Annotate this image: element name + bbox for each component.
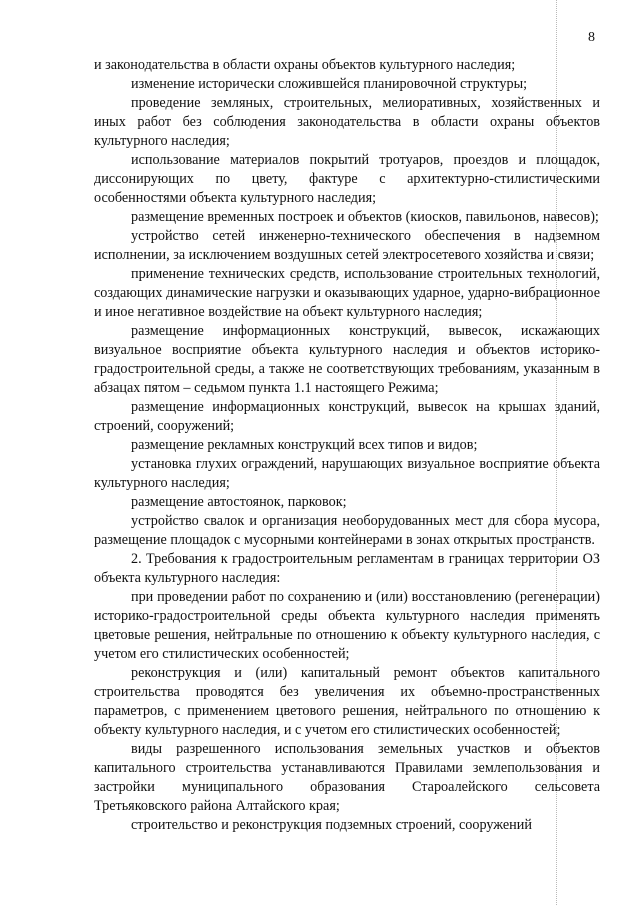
paragraph: проведение земляных, строительных, мелиоративных, хозяйственных и иных работ без соблюдения законодательства в области охраны объектов культурного наследия; <box>94 95 600 149</box>
paragraph: 2. Требования к градостроительным регламентам в границах территории ОЗ объекта культурного наследия: <box>94 551 600 586</box>
paragraph: виды разрешенного использования земельных участков и объектов капитального строительства устанавливаются Правилами землепользования и застройки муниципального образования Староалейского сельсовета Третьяковского района Алтайского края; <box>94 741 600 814</box>
paragraph: реконструкция и (или) капитальный ремонт объектов капитального строительства проводятся без увеличения их объемно-пространственных параметров, с применением цветового решения, нейтрального по отношению к объекту культурного наследия, и с учетом его стилистических особенностей; <box>94 665 600 738</box>
paragraph: применение технических средств, использование строительных технологий, создающих динамические нагрузки и оказывающих ударное, ударно-вибрационное и иное негативное воздействие на объект культурного наследия; <box>94 266 600 320</box>
paragraph: размещение информационных конструкций, вывесок, искажающих визуальное восприятие объекта культурного наследия и объектов историко-градостроительной среды, а также не соответствующих требованиям, указанным в абзацах пятом – седьмом пункта 1.1 настоящего Режима; <box>94 323 600 396</box>
document-body <box>94 56 600 835</box>
paragraph: и законодательства в области охраны объектов культурного наследия; <box>94 57 516 73</box>
paragraph: размещение автостоянок, парковок; <box>131 494 347 510</box>
page-number: 8 <box>588 30 595 45</box>
paragraph: строительство и реконструкция подземных строений, сооружений <box>131 817 532 833</box>
paragraph: устройство свалок и организация необорудованных мест для сбора мусора, размещение площадок с мусорными контейнерами в зонах открытых пространств. <box>94 513 600 548</box>
paragraph: размещение информационных конструкций, вывесок на крышах зданий, строений, сооружений; <box>94 399 600 434</box>
paragraph: изменение исторически сложившейся планировочной структуры; <box>131 76 528 92</box>
paragraph: размещение временных построек и объектов (киосков, павильонов, навесов); <box>131 209 599 225</box>
paragraph: установка глухих ограждений, нарушающих визуальное восприятие объекта культурного наследия; <box>94 456 600 491</box>
paragraph: размещение рекламных конструкций всех типов и видов; <box>131 437 478 453</box>
paragraph: устройство сетей инженерно-технического обеспечения в надземном исполнении, за исключением воздушных сетей электросетевого хозяйства и связи; <box>94 228 600 263</box>
paragraph: при проведении работ по сохранению и (или) восстановлению (регенерации) историко-градостроительной среды объекта культурного наследия применять цветовые решения, нейтральные по отношению к объекту культурного наследия, с учетом его стилистических особенностей; <box>94 589 600 662</box>
paragraph: использование материалов покрытий тротуаров, проездов и площадок, диссонирующих по цвету, фактуре с архитектурно-стилистическими особенностями объекта культурного наследия; <box>94 152 600 206</box>
